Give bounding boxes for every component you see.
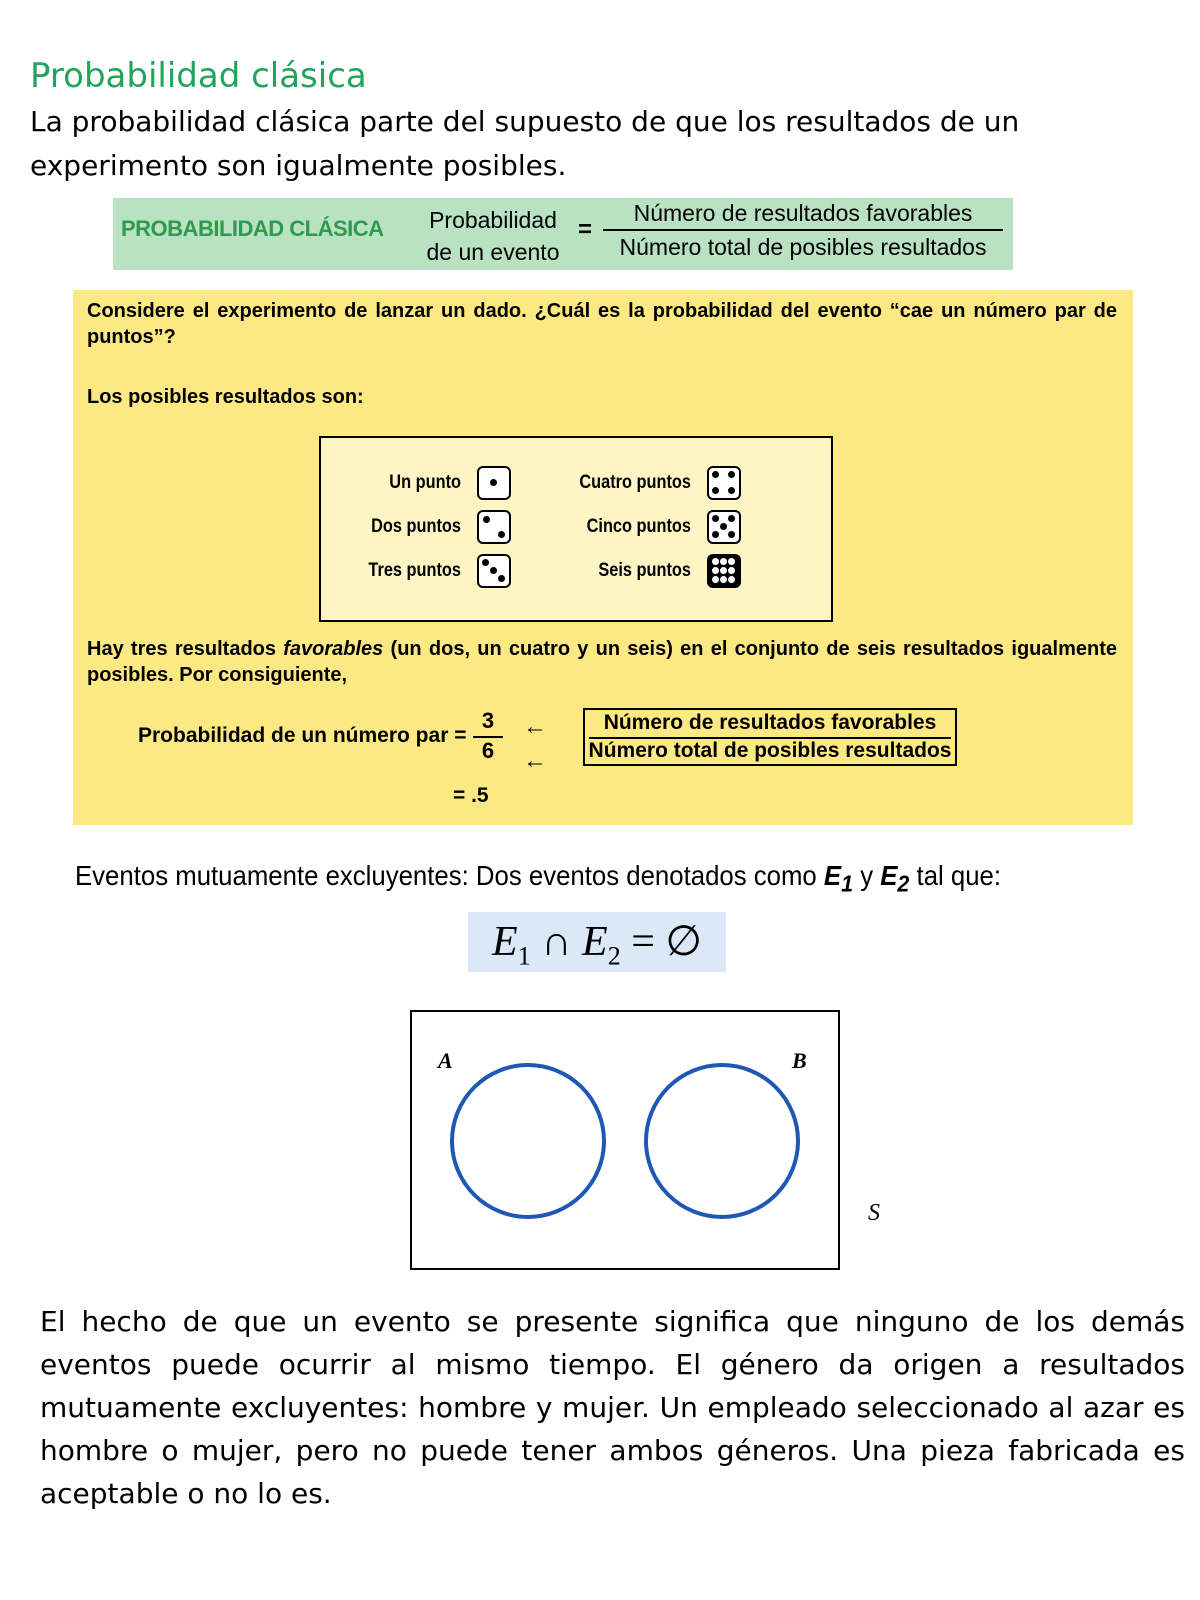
formula-equals: = xyxy=(578,216,593,243)
formula-band-label: PROBABILIDAD CLÁSICA xyxy=(121,216,384,241)
example-question: Considere el experimento de lanzar un dado. ¿Cuál es la probabilidad del evento “cae un número par de puntos”? xyxy=(87,300,1117,348)
event-e2-sub: 2 xyxy=(897,870,910,897)
definition-numerator: Número de resultados favorables xyxy=(589,711,951,739)
event-e1-sub: 1 xyxy=(841,870,854,897)
favorable-post: (un dos, un cuatro y un seis) en el conjunto de seis resultados igualmente posibles. Por consiguiente, xyxy=(87,638,1117,686)
intro-paragraph: La probabilidad clásica parte del supuesto de que los resultados de un experimento son igualmente posibles. xyxy=(30,105,1020,182)
outcome-label-six: Seis puntos xyxy=(598,560,691,581)
closing-paragraph: El hecho de que un evento se presente significa que ninguno de los demás eventos puede ocurrir al mismo tiempo. El género da origen a resultados mutuamente excluyentes: hombre y mujer. Un empleado seleccionado al azar es hombre o mujer, pero no puede tener ambos géneros. Una pieza fabricada es aceptable o no lo es. xyxy=(40,1305,1185,1510)
math-e2: E xyxy=(582,919,608,965)
formula-lhs-line2: de un evento xyxy=(426,239,560,265)
excl-and: y xyxy=(853,860,881,891)
formula-fraction xyxy=(603,200,1003,261)
probability-result: = .5 xyxy=(453,784,489,807)
definition-fraction-box xyxy=(583,708,957,766)
die-one-icon xyxy=(477,466,511,500)
favorable-pre: Hay tres resultados xyxy=(87,638,284,660)
die-five-icon xyxy=(707,510,741,544)
intersection-empty-formula xyxy=(468,912,726,972)
excl-text-post: tal que: xyxy=(909,860,1002,891)
page-title: Probabilidad clásica xyxy=(30,56,367,96)
outcome-label-three: Tres puntos xyxy=(368,560,461,581)
mutually-exclusive-definition xyxy=(75,860,1001,898)
formula-lhs xyxy=(413,204,573,268)
favorable-explanation xyxy=(87,636,1117,688)
even-probability-fraction xyxy=(473,708,503,764)
sample-space-rect xyxy=(411,1011,839,1269)
arrows xyxy=(523,710,547,778)
favorable-word: favorables xyxy=(283,638,384,660)
die-example-box xyxy=(73,290,1133,825)
die-four-icon xyxy=(707,466,741,500)
definition-denominator: Número total de posibles resultados xyxy=(588,739,952,762)
arrow-left-icon: ← xyxy=(523,747,547,774)
arrow-left-icon: ← xyxy=(523,713,547,740)
fraction-denominator: 6 xyxy=(481,738,495,763)
math-e1: E xyxy=(492,919,518,965)
possible-outcomes-label: Los posibles resultados son: xyxy=(87,386,364,408)
dice-outcomes-box xyxy=(319,436,833,622)
outcome-label-two: Dos puntos xyxy=(371,516,461,537)
label-a: A xyxy=(438,1048,453,1073)
math-e1-sub: 1 xyxy=(517,941,531,971)
outcome-label-one: Un punto xyxy=(389,472,461,493)
outcome-label-four: Cuatro puntos xyxy=(579,472,691,493)
die-three-icon xyxy=(477,554,511,588)
even-probability-label: Probabilidad de un número par = xyxy=(138,724,467,747)
classical-probability-formula-band xyxy=(113,198,1013,270)
excl-text-pre: Eventos mutuamente excluyentes: Dos eventos denotados como xyxy=(75,860,824,891)
math-cap: ∩ xyxy=(530,919,583,965)
formula-numerator: Número de resultados favorables xyxy=(603,200,1003,231)
intersection-formula-text xyxy=(468,916,726,971)
event-e2: E xyxy=(880,860,898,891)
math-eq-empty: = ∅ xyxy=(620,919,702,965)
formula-lhs-line1: Probabilidad xyxy=(429,207,557,233)
label-s: S xyxy=(868,1200,880,1226)
fraction-numerator: 3 xyxy=(473,708,503,738)
outcome-label-five: Cinco puntos xyxy=(586,516,691,537)
label-b: B xyxy=(792,1048,807,1073)
event-e1: E xyxy=(823,860,842,891)
die-six-icon xyxy=(707,554,741,588)
formula-denominator: Número total de posibles resultados xyxy=(619,234,987,260)
math-e2-sub: 2 xyxy=(607,941,621,971)
die-two-icon xyxy=(477,510,511,544)
venn-diagram xyxy=(410,1010,840,1270)
